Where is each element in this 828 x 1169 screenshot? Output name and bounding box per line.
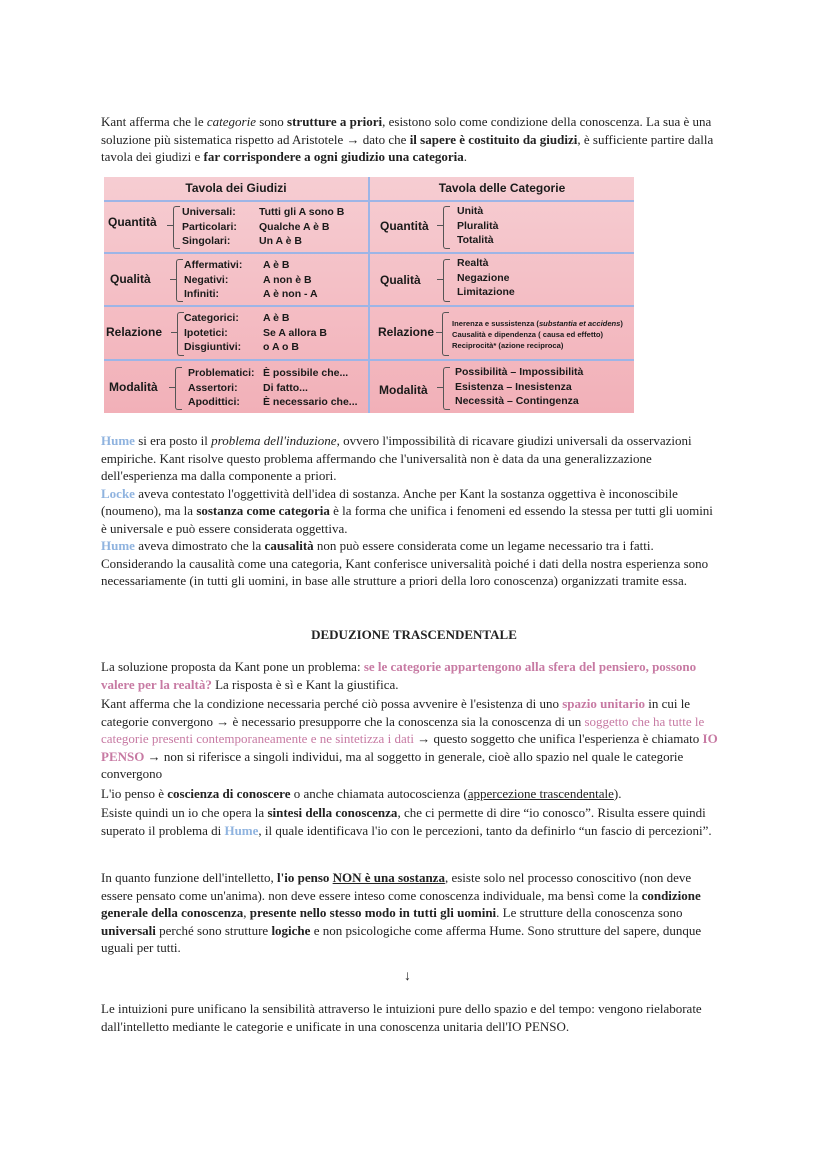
row-label-qualita-right: Qualità [380,273,421,287]
text: si era posto il [134,433,212,448]
text: Kant afferma che le [101,114,207,129]
brace-tick [437,279,443,280]
categories-column [452,318,623,351]
hume-causality-paragraph [101,537,721,590]
category: Negazione [457,271,510,284]
text: e non psicologiche come afferma Hume. Sono strutture del sapere, dunque uguali per tutti. [101,922,702,955]
brace [176,259,183,302]
judgment: Universali: [182,206,236,218]
category: Unità [457,205,484,217]
row-label-modalita-right: Modalità [379,383,428,397]
judgment-form: A è non - A [263,288,318,300]
brace-tick [169,387,175,388]
text: , esistono solo come condizione della conoscenza. La sua è una soluzione più sistematica rispetto ad Aristotele → dato che [101,114,712,147]
brace-tick [170,279,176,280]
bold-text: far corrispondere a ogni giudizio una categoria [203,149,464,164]
table-right-title: Tavola delle Categorie [438,181,566,195]
judgment: Apodittici: [188,396,240,408]
bold-text: universali [101,922,156,938]
highlight-term: soggetto che ha tutte le categorie presenti contemporaneamente e ne sintetizza i dati [101,713,705,746]
deduction-section [101,658,721,839]
text: , il quale identificava l'io con le percezioni, tanto da definirlo “un fascio di percezioni”. [258,822,712,838]
categories-column [455,365,583,409]
row-label-relazione: Relazione [106,325,163,339]
text: , che ci permette di dire “io conosco”. Risulta essere quindi superato il problema di [101,805,706,838]
bold-text: logiche [271,922,311,938]
name-hume: Hume [101,538,135,553]
table-divider [104,252,634,254]
bold-text: coscienza di conoscere [167,785,291,801]
category: Pluralità [457,219,499,232]
brace [442,312,449,356]
judgment-form: Un A è B [259,235,302,247]
judgment: Negativi: [184,273,229,286]
brace [443,206,450,249]
text: → questo soggetto che unifica l'esperienza è chiamato [413,731,703,746]
text: , è sufficiente partire dalla tavola dei giudizi e [101,131,714,164]
brace-tick [167,225,173,226]
highlight-term: spazio unitario [562,696,645,711]
highlight-term: IO PENSO [101,731,718,764]
table-left-title: Tavola dei Giudizi [185,181,287,195]
judgment-form: A è B [263,312,290,324]
category: Causalità e dipendenza ( causa ed effetto) [452,330,604,339]
bold-text: presente nello stesso modo in tutti gli uomini [249,905,497,920]
highlight-question: se le categorie appartengono alla sfera del pensiero, possono valere per la realtà? [101,659,697,692]
table-divider [104,200,634,202]
category: Reciprocità* (azione reciproca) [452,341,564,350]
brace-tick [171,332,177,333]
categories-column [457,256,515,300]
forms-column [263,258,318,302]
judgment: Ipotetici: [184,326,228,339]
down-arrow-icon: ↓ [404,969,411,984]
judgment: Affermativi: [184,259,243,271]
deduction-paragraph-2 [101,695,721,783]
deduction-paragraph-4 [101,804,721,839]
brace [443,259,450,302]
kant-table-figure [104,177,634,413]
text: , esiste solo nel processo conoscitivo (non deve essere pensato come un'anima). non deve essere inteso come conoscenza individuale, ma bensì come la [101,870,692,903]
judgment: Particolari: [182,220,237,233]
io-penso-paragraph [101,869,721,957]
bold-text: strutture a priori [287,114,383,129]
judgment-form: Qualche A è B [259,220,330,233]
bold-text: condizione generale della conoscenza [101,887,701,920]
brace-tick [437,225,443,226]
text: ). [613,785,622,801]
text: in cui le categorie convergono → è necessario presupporre che la conoscenza sia la conoscenza di un [101,696,691,729]
deduction-paragraph-1 [101,658,721,693]
bold-text: sostanza come categoria [196,503,330,518]
category: Realtà [457,257,489,269]
category: Limitazione [457,286,515,298]
table-divider [104,305,634,307]
bold-text: il sapere è costituito da giudizi [409,131,578,147]
category: Necessità – Contingenza [455,395,579,407]
emphasis: problema dell'induzione [211,433,337,448]
table-divider [368,177,370,413]
io-penso-section [101,869,721,957]
judgment-form: A non è B [263,273,312,286]
text: . Le strutture della conoscenza sono [496,905,683,920]
text: perché sono strutture [155,922,272,938]
emphasis: categorie [206,114,256,129]
text: Esiste quindi un io che opera la [101,805,268,820]
text: In quanto funzione dell'intelletto, [101,870,277,885]
text: → non si riferisce a singoli individui, ma al soggetto in generale, cioè allo spazio nel quale le categorie convergono [101,748,684,781]
text: sono [255,114,288,129]
text: La risposta è sì e Kant la giustifica. [211,676,399,692]
judgments-column [184,311,241,355]
deduction-paragraph-3 [101,785,721,803]
category: Possibilità – Impossibilità [455,366,584,378]
text: . [463,149,468,164]
brace-tick [437,387,443,388]
bold-underlined-text: NON è una sostanza [332,870,445,885]
text: non può essere considerata come un legame necessario tra i fatti. Considerando la causalità come una categoria, Kant conferisce universalità poiché i dati della nostra esperienza sono necessariamente (in tutti gli uomini, in base alle strutture a priori della loro conoscenza) organizzati tramite essa. [101,538,709,588]
name-hume: Hume [101,433,135,448]
table-divider [104,359,634,361]
hume-paragraph [101,432,721,485]
judgment-form: Di fatto... [263,381,308,394]
forms-column [263,366,358,410]
name-hume: Hume [224,822,259,838]
judgment-form: Tutti gli A sono B [259,206,345,218]
category: Esistenza – Inesistenza [455,380,572,393]
category: Inerenza e sussistenza ( [452,319,539,328]
judgment: Categorici: [184,312,239,324]
row-label-quantita: Quantità [108,215,157,229]
category: Totalità [457,234,494,246]
categories-column [457,204,498,248]
judgments-column [182,205,237,249]
text: Kant afferma che la condizione necessaria perché ciò possa avvenire è l'esistenza di uno [101,696,563,711]
row-label-modalita: Modalità [109,380,158,394]
brace [175,367,182,410]
judgments-column [188,366,255,410]
text: aveva contestato l'oggettività dell'idea di sostanza. Anche per Kant la sostanza oggettiva è inconoscibile (noumeno), ma la [101,485,678,518]
judgment: Singolari: [182,235,231,247]
intro-paragraph [101,113,721,166]
bold-text: l'io penso [277,870,333,885]
judgment: Assertori: [188,381,238,394]
brace [443,367,450,410]
text: , ovvero l'impossibilità di ricavare giudizi universali da osservazioni empiriche. Kant risolve questo problema affermando che l'universalità non è data da una generalizzazione dell'esperienza ma dalla componente a priori. [101,433,692,483]
judgment-form: o A o B [263,341,299,353]
category: ) [620,319,623,328]
bold-text: sintesi della conoscenza [267,805,398,820]
bold-text: causalità [264,538,314,553]
judgment: Problematici: [188,367,255,379]
hume-locke-section [101,432,721,590]
category-latin: substantia et accidens [538,319,621,328]
section-title: DEDUZIONE TRASCENDENTALE [311,627,517,642]
forms-column [263,311,327,355]
judgments-column [184,258,242,302]
row-label-quantita-right: Quantità [380,219,429,233]
text: , [243,905,250,920]
judgment-form: È possibile che... [263,367,349,379]
intuitions-section [101,1000,721,1035]
judgment-form: Se A allora B [263,326,327,339]
judgment: Disgiuntivi: [184,341,242,353]
locke-paragraph [101,485,721,538]
brace [173,206,180,249]
text: La soluzione proposta da Kant pone un problema: [101,659,364,674]
text: o anche chiamata autocoscienza ( [290,785,468,801]
intuitions-paragraph: Le intuizioni pure unificano la sensibilità attraverso le intuizioni pure dello spazio e del tempo: vengono rielaborate dall'intelletto mediante le categorie e unificate in una conoscenza unitaria dell'IO PENSO. [101,1001,702,1034]
underlined-text: appercezione trascendentale [467,785,614,801]
text: è la forma che unifica i fenomeni ed essendo la stessa per tutti gli uomini è universale e può essere considerata oggettiva. [101,503,713,536]
brace-tick [436,332,442,333]
row-label-relazione-right: Relazione [378,325,435,339]
brace [177,312,184,356]
judgment-form: È necessario che... [263,396,358,408]
text: aveva dimostrato che la [134,538,265,553]
judgment: Infiniti: [184,288,219,300]
row-label-qualita: Qualità [110,272,151,286]
forms-column [259,205,344,249]
name-locke: Locke [101,485,135,501]
judgment-form: A è B [263,259,290,271]
text: L'io penso è [101,785,168,801]
